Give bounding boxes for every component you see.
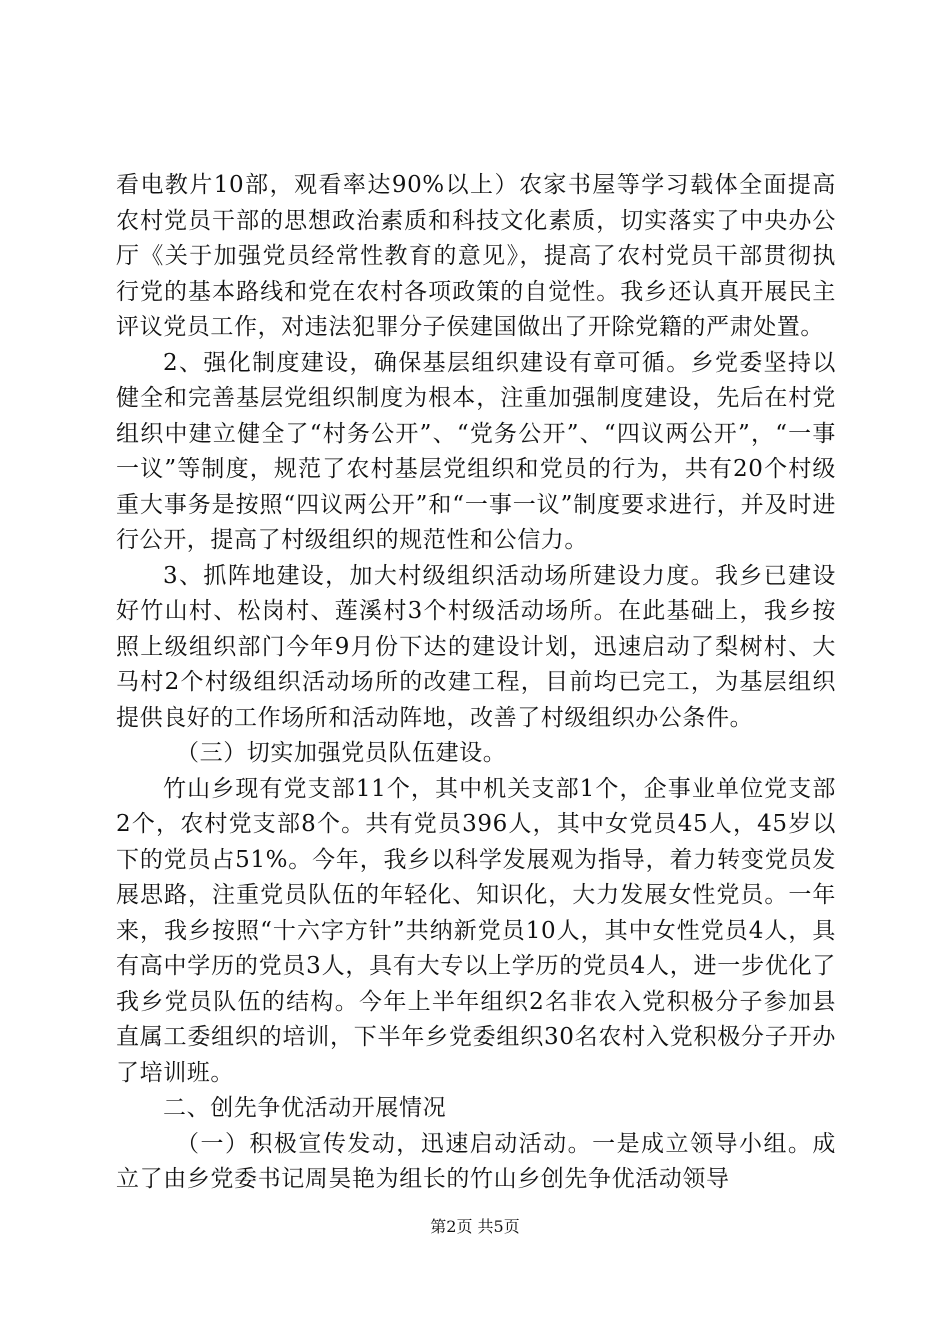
section-heading-activities: 二、创先争优活动开展情况: [163, 1095, 447, 1121]
document-body: [116, 168, 836, 1198]
page-number-footer: 第2页 共5页: [430, 1217, 520, 1236]
paragraph-system-building: 2、强化制度建设，确保基层组织建设有章可循。乡党委坚持以健全和完善基层党组织制度为根本，注重加强制度建设，先后在村党组织中建立健全了“村务公开”、“党务公开”、“四议两公开”，“一事一议”等制度，规范了农村基层党组织和党员的行为，共有20个村级重大事务是按照“四议两公开”和“一事一议”制度要求进行，并及时进行公开，提高了村级组织的规范性和公信力。: [116, 349, 836, 553]
paragraph-continuation: 看电教片10部，观看率达90%以上）农家书屋等学习载体全面提高农村党员干部的思想政治素质和科技文化素质，切实落实了中央办公厅《关于加强党员经常性教育的意见》，提高了农村党员干部贯彻执行党的基本路线和党在农村各项政策的自觉性。我乡还认真开展民主评议党员工作，对违法犯罪分子侯建国做出了开除党籍的严肃处置。: [116, 172, 836, 340]
section-heading-party-members: （三）切实加强党员队伍建设。: [176, 740, 507, 766]
paragraph-party-members: 竹山乡现有党支部11个，其中机关支部1个，企事业单位党支部2个，农村党支部8个。共有党员396人，其中女党员45人，45岁以下的党员占51%。今年，我乡以科学发展观为指导，着力转变党员发展思路，注重党员队伍的年轻化、知识化，大力发展女性党员。一年来，我乡按照“十六字方针”共纳新党员10人，其中女性党员4人，具有高中学历的党员3人，具有大专以上学历的党员4人，进一步优化了我乡党员队伍的结构。今年上半年组织2名非农入党积极分子参加县直属工委组织的培训，下半年乡党委组织30名农村入党积极分子开办了培训班。: [116, 775, 836, 1086]
paragraph-publicity: （一）积极宣传发动，迅速启动活动。一是成立领导小组。成立了由乡党委书记周昊艳为组长的竹山乡创先争优活动领导: [116, 1130, 836, 1192]
paragraph-venue-building: 3、抓阵地建设，加大村级组织活动场所建设力度。我乡已建设好竹山村、松岗村、莲溪村3个村级活动场所。在此基础上，我乡按照上级组织部门今年9月份下达的建设计划，迅速启动了梨树村、大马村2个村级组织活动场所的改建工程，目前均已完工，为基层组织提供良好的工作场所和活动阵地，改善了村级组织办公条件。: [116, 562, 836, 731]
